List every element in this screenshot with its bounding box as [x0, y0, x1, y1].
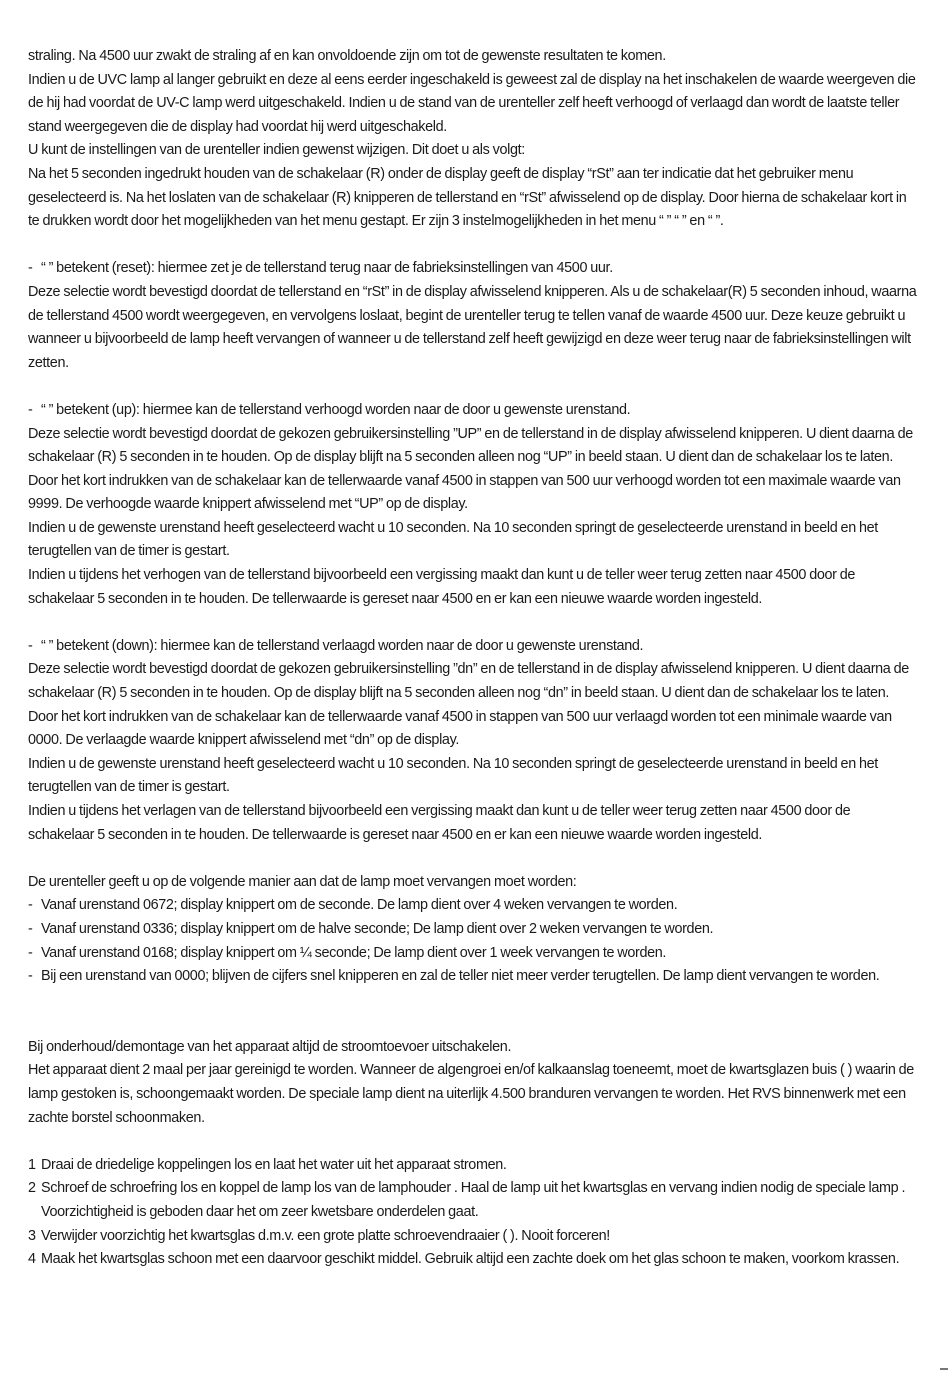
maintenance-paragraph: Het apparaat dient 2 maal per jaar gereinigd te worden. Wanneer de algengroei en/of kalkaanslag toeneemt, moet de kwartsglazen buis ( ) waarin de lamp gestoken is, schoongemaakt worden. De speciale lamp dient na uiterlijk 4.500 branduren vervangen te worden. Het RVS binnenwerk met een zachte borstel schoonmaken.: [28, 1062, 914, 1126]
replacement-item: [28, 918, 918, 942]
replacement-item-text: Bij een urenstand van 0000; blijven de cijfers snel knipperen en zal de teller niet meer verder terugtellen. De lamp dient vervangen te worden.: [41, 968, 880, 985]
spacer: [28, 375, 918, 399]
step-number: 3: [28, 1227, 36, 1244]
maintenance-step: [28, 1225, 918, 1249]
up-option-paragraph: Door het kort indrukken van de schakelaar kan de tellerwaarde vanaf 4500 in stappen van 500 uur verhoogd worden tot een maximale waarde van 9999. De verhoogde waarde knippert afwisselend met “UP” op de display.: [28, 472, 901, 513]
replacement-item: [28, 965, 918, 989]
spacer: [28, 847, 918, 871]
down-option-title: [28, 635, 918, 659]
replacement-item-text: Vanaf urenstand 0168; display knippert om ¼ seconde; De lamp dient over 1 week vervangen te worden.: [41, 944, 667, 961]
step-text: Schroef de schroefring los en koppel de lamp los van de lamphouder . Haal de lamp uit het kwartsglas en vervang indien nodig de speciale lamp . Voorzichtigheid is geboden daar het om zeer kwetsbare onderdelen gaat.: [41, 1180, 906, 1220]
step-text: Maak het kwartsglas schoon met een daarvoor geschikt middel. Gebruik altijd een zachte doek om het glas schoon te maken, voorkom krassen.: [41, 1251, 900, 1268]
step-text: Verwijder voorzichtig het kwartsglas d.m.v. een grote platte schroevendraaier ( ). Nooit forceren!: [41, 1227, 610, 1244]
up-option-title: [28, 399, 918, 423]
spacer: [28, 989, 918, 1036]
bullet-marker: -: [28, 968, 33, 985]
up-option-paragraph: Deze selectie wordt bevestigd doordat de gekozen gebruikersinstelling ”UP” en de tellerstand in de display afwisselend knipperen. U dient daarna de schakelaar (R) 5 seconden in te houden. Op de display blijft na 5 seconden alleen nog “UP” in beeld staan. U dient dan de schakelaar los te laten.: [28, 425, 913, 466]
maintenance-step: [28, 1248, 918, 1272]
bullet-marker: -: [28, 920, 33, 937]
maintenance-step: [28, 1177, 918, 1224]
step-number: 4: [28, 1251, 36, 1268]
bullet-marker: -: [28, 260, 33, 277]
bullet-marker: -: [28, 401, 33, 418]
intro-paragraph: Indien u de UVC lamp al langer gebruikt en deze al eens eerder ingeschakeld is geweest zal de display na het inschakelen de waarde weergeven die de hij had voordat de UV-C lamp werd uitgeschakeld. Indien u de stand van de urenteller zelf heeft verhoogd of verlaagd dan wordt de laatste teller stand weergegeven die de display had voordat hij werd uitgeschakeld.: [28, 71, 916, 135]
down-option-paragraph: Door het kort indrukken van de schakelaar kan de tellerwaarde vanaf 4500 in stappen van 500 uur verlaagd worden tot een minimale waarde van 0000. De verlaagde waarde knippert afwisselend met “dn” op de display.: [28, 708, 892, 749]
bullet-marker: -: [28, 897, 33, 914]
down-title-text: “ ” betekent (down): hiermee kan de tellerstand verlaagd worden naar de door u gewenste urenstand.: [41, 637, 644, 654]
spacer: [28, 234, 918, 258]
intro-paragraph: Na het 5 seconden ingedrukt houden van de schakelaar (R) onder de display geeft de display “rSt” aan ter indicatie dat het gebruiker menu geselecteerd is. Na het loslaten van de schakelaar (R) knipperen de tellerstand en “rSt” afwisselend op de display. Door hierna de schakelaar kort in te drukken wordt door het mogelijkheden van het menu gestapt. Er zijn 3 instelmogelijkheden in het menu “ ” “ ” en “ ”.: [28, 165, 907, 230]
intro-paragraph: U kunt de instellingen van de urenteller indien gewenst wijzigen. Dit doet u als volgt:: [28, 142, 525, 159]
reset-option-title: [28, 257, 918, 281]
reset-option-body: Deze selectie wordt bevestigd doordat de tellerstand en “rSt” in de display afwisselend knipperen. Als u de schakelaar(R) 5 seconden inhoud, waarna de tellerstand 4500 wordt weergegeven, en vervolgens loslaat, begint de urenteller terug te tellen vanaf de waarde 4500 uur. Deze keuze gebruikt u wanneer u bijvoorbeeld de lamp heeft vervangen of wanneer u de tellerstand zelf heeft gewijzigd en deze weer terug naar de fabrieksinstellingen wilt zetten.: [28, 283, 917, 371]
replacement-item-text: Vanaf urenstand 0336; display knippert om de halve seconde; De lamp dient over 2 weken vervangen te worden.: [41, 920, 714, 937]
reset-title-text: “ ” betekent (reset): hiermee zet je de tellerstand terug naar de fabrieksinstellingen van 4500 uur.: [41, 260, 613, 277]
up-title-text: “ ” betekent (up): hiermee kan de tellerstand verhoogd worden naar de door u gewenste urenstand.: [41, 401, 631, 418]
bullet-marker: -: [28, 944, 33, 961]
up-option-paragraph: Indien u de gewenste urenstand heeft geselecteerd wacht u 10 seconden. Na 10 seconden springt de geselecteerde urenstand in beeld en het terugtellen van de timer is gestart.: [28, 519, 878, 560]
down-option-paragraph: Deze selectie wordt bevestigd doordat de gekozen gebruikersinstelling ”dn” en de tellerstand in de display afwisselend knipperen. U dient daarna de schakelaar (R) 5 seconden in te houden. Op de display blijft na 5 seconden alleen nog “dn” in beeld staan. U dient dan de schakelaar los te laten.: [28, 661, 909, 702]
down-option-paragraph: Indien u de gewenste urenstand heeft geselecteerd wacht u 10 seconden. Na 10 seconden springt de geselecteerde urenstand in beeld en het terugtellen van de timer is gestart.: [28, 755, 878, 796]
replacement-item: [28, 942, 918, 966]
page-corner-mark: [940, 1368, 948, 1370]
document-page: [28, 45, 918, 1272]
spacer: [28, 611, 918, 635]
down-option-paragraph: Indien u tijdens het verlagen van de tellerstand bijvoorbeeld een vergissing maakt dan kunt u de teller weer terug zetten naar 4500 door de schakelaar 5 seconden in te houden. De tellerwaarde is gereset naar 4500 en er kan een nieuwe waarde worden ingesteld.: [28, 803, 851, 843]
maintenance-step: [28, 1154, 918, 1178]
step-number: 1: [28, 1156, 36, 1173]
replacement-intro: De urenteller geeft u op de volgende manier aan dat de lamp moet vervangen moet worden:: [28, 873, 577, 890]
replacement-item: [28, 894, 918, 918]
replacement-item-text: Vanaf urenstand 0672; display knippert om de seconde. De lamp dient over 4 weken vervangen te worden.: [41, 897, 678, 914]
maintenance-paragraph: Bij onderhoud/demontage van het apparaat altijd de stroomtoevoer uitschakelen.: [28, 1038, 512, 1055]
up-option-paragraph: Indien u tijdens het verhogen van de tellerstand bijvoorbeeld een vergissing maakt dan kunt u de teller weer terug zetten naar 4500 door de schakelaar 5 seconden in te houden. De tellerwaarde is gereset naar 4500 en er kan een nieuwe waarde worden ingesteld.: [28, 567, 856, 607]
step-number: 2: [28, 1180, 36, 1197]
bullet-marker: -: [28, 637, 33, 654]
intro-paragraph: straling. Na 4500 uur zwakt de straling af en kan onvoldoende zijn om tot de gewenste resultaten te komen.: [28, 48, 666, 64]
step-text: Draai de driedelige koppelingen los en laat het water uit het apparaat stromen.: [41, 1156, 507, 1173]
spacer: [28, 1130, 918, 1154]
